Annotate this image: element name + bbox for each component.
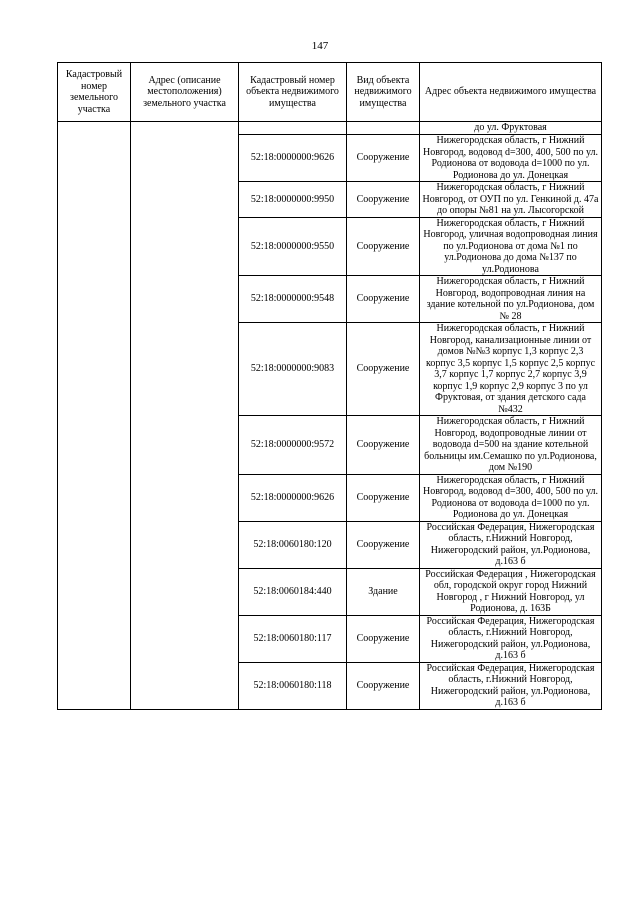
object-kind: Сооружение bbox=[347, 323, 420, 416]
object-kind: Сооружение bbox=[347, 276, 420, 323]
object-address: Нижегородская область, г Нижний Новгород, водопроводная линия на здание котельной по ул.Родионова, дом № 28 bbox=[420, 276, 602, 323]
object-address: Российская Федерация , Нижегородская обл, городской округ город Нижний Новгород , г Нижний Новгород, ул Родионова, д. 163Б bbox=[420, 568, 602, 615]
object-kind-cell bbox=[347, 122, 420, 135]
object-cadastral-number: 52:18:0060180:118 bbox=[239, 662, 347, 709]
object-cadastral-number: 52:18:0060180:117 bbox=[239, 615, 347, 662]
header-parcel-cadastral: Кадастровый номер земельного участка bbox=[58, 63, 131, 122]
object-cadastral-number: 52:18:0000000:9950 bbox=[239, 182, 347, 218]
object-address: Нижегородская область, г Нижний Новгород, водовод d=300, 400, 500 по ул. Родионова от водовода d=1000 по ул. Родионова до ул. Донецкая bbox=[420, 135, 602, 182]
object-cadastral-number: 52:18:0000000:9572 bbox=[239, 416, 347, 475]
object-kind: Сооружение bbox=[347, 615, 420, 662]
table-body bbox=[58, 122, 602, 710]
object-address: Нижегородская область, г Нижний Новгород, канализационные линии от домов №№3 корпус 1,3 корпус 2,3 корпус 3,5 корпус 1,5 корпус 2,5 корпус 3,7 корпус 1,7 корпус 2,7 корпус 3,9 корпус 1,9 корпус 2,9 корпус 3 по ул Фруктовая, от здания детского сада №432 bbox=[420, 323, 602, 416]
object-address: Российская Федерация, Нижегородская область, г.Нижний Новгород, Нижегородский район, ул.Родионова, д.163 б bbox=[420, 615, 602, 662]
object-cadastral-number: 52:18:0000000:9550 bbox=[239, 217, 347, 276]
object-kind: Сооружение bbox=[347, 474, 420, 521]
object-cadastral-number: 52:18:0000000:9626 bbox=[239, 474, 347, 521]
object-cadastral-number: 52:18:0000000:9083 bbox=[239, 323, 347, 416]
object-address: Нижегородская область, г Нижний Новгород, от ОУП по ул. Генкиной д. 47а до опоры №81 на ул. Лысогорской bbox=[420, 182, 602, 218]
object-cadastral-cell bbox=[239, 122, 347, 135]
parcel-address-cell bbox=[131, 122, 239, 710]
object-kind: Сооружение bbox=[347, 182, 420, 218]
table-header-row bbox=[58, 63, 602, 122]
object-address: Нижегородская область, г Нижний Новгород, уличная водопроводная линия по ул.Родионова от дома №1 по ул.Родионова до дома №137 по ул.Родионова bbox=[420, 217, 602, 276]
header-object-cadastral: Кадастровый номер объекта недвижимого имущества bbox=[239, 63, 347, 122]
object-address: Российская Федерация, Нижегородская область, г.Нижний Новгород, Нижегородский район, ул.Родионова, д.163 б bbox=[420, 521, 602, 568]
page-number: 147 bbox=[311, 40, 329, 52]
registry-table bbox=[57, 62, 602, 710]
header-object-kind: Вид объекта недвижимого имущества bbox=[347, 63, 420, 122]
object-kind: Сооружение bbox=[347, 416, 420, 475]
object-cadastral-number: 52:18:0000000:9626 bbox=[239, 135, 347, 182]
object-address: Нижегородская область, г Нижний Новгород, водопроводные линии от водовода d=500 на здание котельной больницы им.Семашко по ул.Родионова, дом №190 bbox=[420, 416, 602, 475]
object-cadastral-number: 52:18:0060180:120 bbox=[239, 521, 347, 568]
header-object-address: Адрес объекта недвижимого имущества bbox=[420, 63, 602, 122]
object-kind: Сооружение bbox=[347, 662, 420, 709]
object-kind: Здание bbox=[347, 568, 420, 615]
object-kind: Сооружение bbox=[347, 135, 420, 182]
object-cadastral-number: 52:18:0060184:440 bbox=[239, 568, 347, 615]
object-cadastral-number: 52:18:0000000:9548 bbox=[239, 276, 347, 323]
object-kind: Сооружение bbox=[347, 217, 420, 276]
object-kind: Сооружение bbox=[347, 521, 420, 568]
parcel-cadastral-cell bbox=[58, 122, 131, 710]
object-address: Нижегородская область, г Нижний Новгород, водовод d=300, 400, 500 по ул. Родионова от водовода d=1000 по ул. Родионова до ул. Донецкая bbox=[420, 474, 602, 521]
continuation-address: до ул. Фруктовая bbox=[420, 122, 602, 135]
object-address: Российская Федерация, Нижегородская область, г.Нижний Новгород, Нижегородский район, ул.Родионова, д.163 б bbox=[420, 662, 602, 709]
header-parcel-address: Адрес (описание местоположения) земельного участка bbox=[131, 63, 239, 122]
continuation-row bbox=[58, 122, 602, 135]
